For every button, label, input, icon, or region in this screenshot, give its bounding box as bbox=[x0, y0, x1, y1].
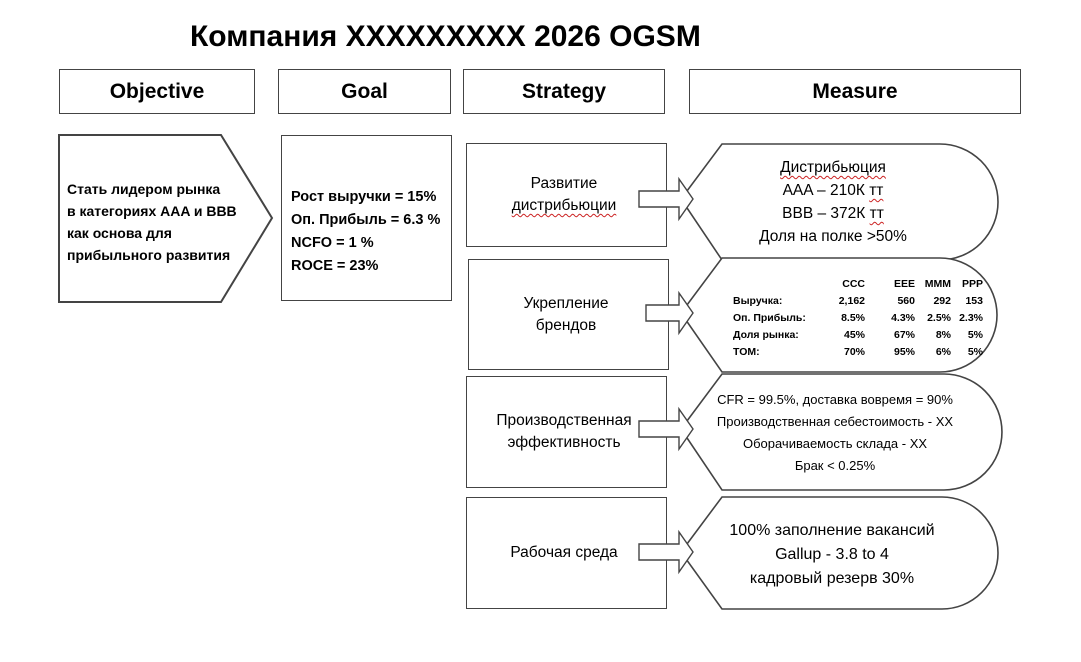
table-cell: 8% bbox=[935, 328, 951, 341]
table-cell: 2.5% bbox=[927, 311, 951, 324]
table-cell: 95% bbox=[893, 345, 915, 358]
table-cell: 292 bbox=[933, 294, 951, 307]
page-title: Компания XXXXXXXXX 2026 OGSM bbox=[190, 20, 701, 53]
objective-line: как основа для bbox=[67, 225, 172, 241]
arrow-distribution bbox=[639, 179, 693, 219]
bbb-prefix: BBB – 372К bbox=[782, 205, 870, 222]
arrow-workplace bbox=[639, 532, 693, 572]
measure-efficiency-line: Брак < 0.25% bbox=[794, 458, 876, 473]
bbb-unit: тт bbox=[869, 205, 884, 222]
objective-line: в категориях AAA и BBB bbox=[67, 203, 237, 219]
strategy-line: дистрибьюции bbox=[511, 197, 617, 214]
objective-line: Стать лидером рынка bbox=[67, 181, 221, 197]
strategy-line: Развитие bbox=[530, 175, 598, 192]
table-cell: 70% bbox=[843, 345, 865, 358]
table-row bbox=[733, 309, 983, 326]
measure-distribution-shelf: Доля на полке >50% bbox=[759, 228, 907, 245]
strategy-line: Укрепление bbox=[523, 294, 609, 312]
measure-efficiency-line: CFR = 99.5%, доставка вовремя = 90% bbox=[717, 392, 953, 407]
goal-line: NCFO = 1 % bbox=[291, 235, 374, 251]
aaa-unit: тт bbox=[869, 182, 884, 199]
table-cell: 2.3% bbox=[959, 311, 983, 324]
table-cell: 6% bbox=[935, 345, 951, 358]
table-row bbox=[733, 326, 983, 343]
strategy-line: брендов bbox=[535, 316, 597, 334]
header-strategy: Strategy bbox=[463, 69, 665, 114]
table-cell: 5% bbox=[967, 328, 983, 341]
table-cell: 5% bbox=[967, 345, 983, 358]
measure-efficiency-line: Оборачиваемость склада - XX bbox=[742, 436, 928, 451]
table-cell: 560 bbox=[897, 294, 915, 307]
measure-workplace bbox=[712, 519, 952, 591]
goal-line: Оп. Прибыль = 6.3 % bbox=[291, 212, 441, 228]
measure-distribution-title: Дистрибьюция bbox=[780, 159, 886, 176]
measure-distribution-bbb bbox=[722, 202, 944, 225]
arrow-brands bbox=[646, 293, 693, 333]
measure-efficiency bbox=[700, 389, 970, 477]
table-header-cell: PPP bbox=[961, 277, 983, 290]
measure-distribution bbox=[722, 156, 944, 248]
measure-workplace-line: Gallup - 3.8 to 4 bbox=[775, 546, 889, 563]
goal-line: Рост выручки = 15% bbox=[291, 189, 437, 205]
table-header-row bbox=[733, 275, 983, 292]
table-header-cell: CCC bbox=[842, 277, 865, 290]
measure-workplace-line: кадровый резерв 30% bbox=[749, 570, 915, 587]
table-header-cell: EEE bbox=[893, 277, 915, 290]
table-cell: 8.5% bbox=[841, 311, 865, 324]
table-row-label: Доля рынка: bbox=[733, 328, 799, 341]
strategy-line: эффективность bbox=[507, 434, 621, 451]
arrow-efficiency bbox=[639, 409, 693, 449]
objective-line: прибыльного развития bbox=[67, 247, 231, 263]
aaa-prefix: AAA – 210К bbox=[782, 182, 870, 199]
table-header-cell: MMM bbox=[924, 277, 951, 290]
table-cell: 4.3% bbox=[891, 311, 915, 324]
goal-line: ROCE = 23% bbox=[291, 258, 379, 274]
table-row-label: TOM: bbox=[733, 345, 760, 358]
measure-distribution-aaa bbox=[722, 179, 944, 202]
header-measure: Measure bbox=[689, 69, 1021, 114]
table-header-cell bbox=[733, 275, 815, 292]
table-cell: 45% bbox=[843, 328, 865, 341]
table-row bbox=[733, 343, 983, 360]
table-row bbox=[733, 292, 983, 309]
table-cell: 2,162 bbox=[838, 294, 865, 307]
strategy-line: Рабочая среда bbox=[510, 544, 618, 561]
table-cell: 153 bbox=[965, 294, 983, 307]
header-goal: Goal bbox=[278, 69, 451, 114]
table-cell: 67% bbox=[893, 328, 915, 341]
header-objective: Objective bbox=[59, 69, 255, 114]
measure-workplace-line: 100% заполнение вакансий bbox=[729, 522, 935, 539]
strategy-line: Производственная bbox=[496, 412, 632, 429]
brands-table bbox=[733, 275, 983, 360]
measure-efficiency-line: Производственная себестоимость - XX bbox=[716, 414, 954, 429]
table-row-label: Оп. Прибыль: bbox=[733, 311, 806, 324]
table-row-label: Выручка: bbox=[733, 294, 783, 307]
